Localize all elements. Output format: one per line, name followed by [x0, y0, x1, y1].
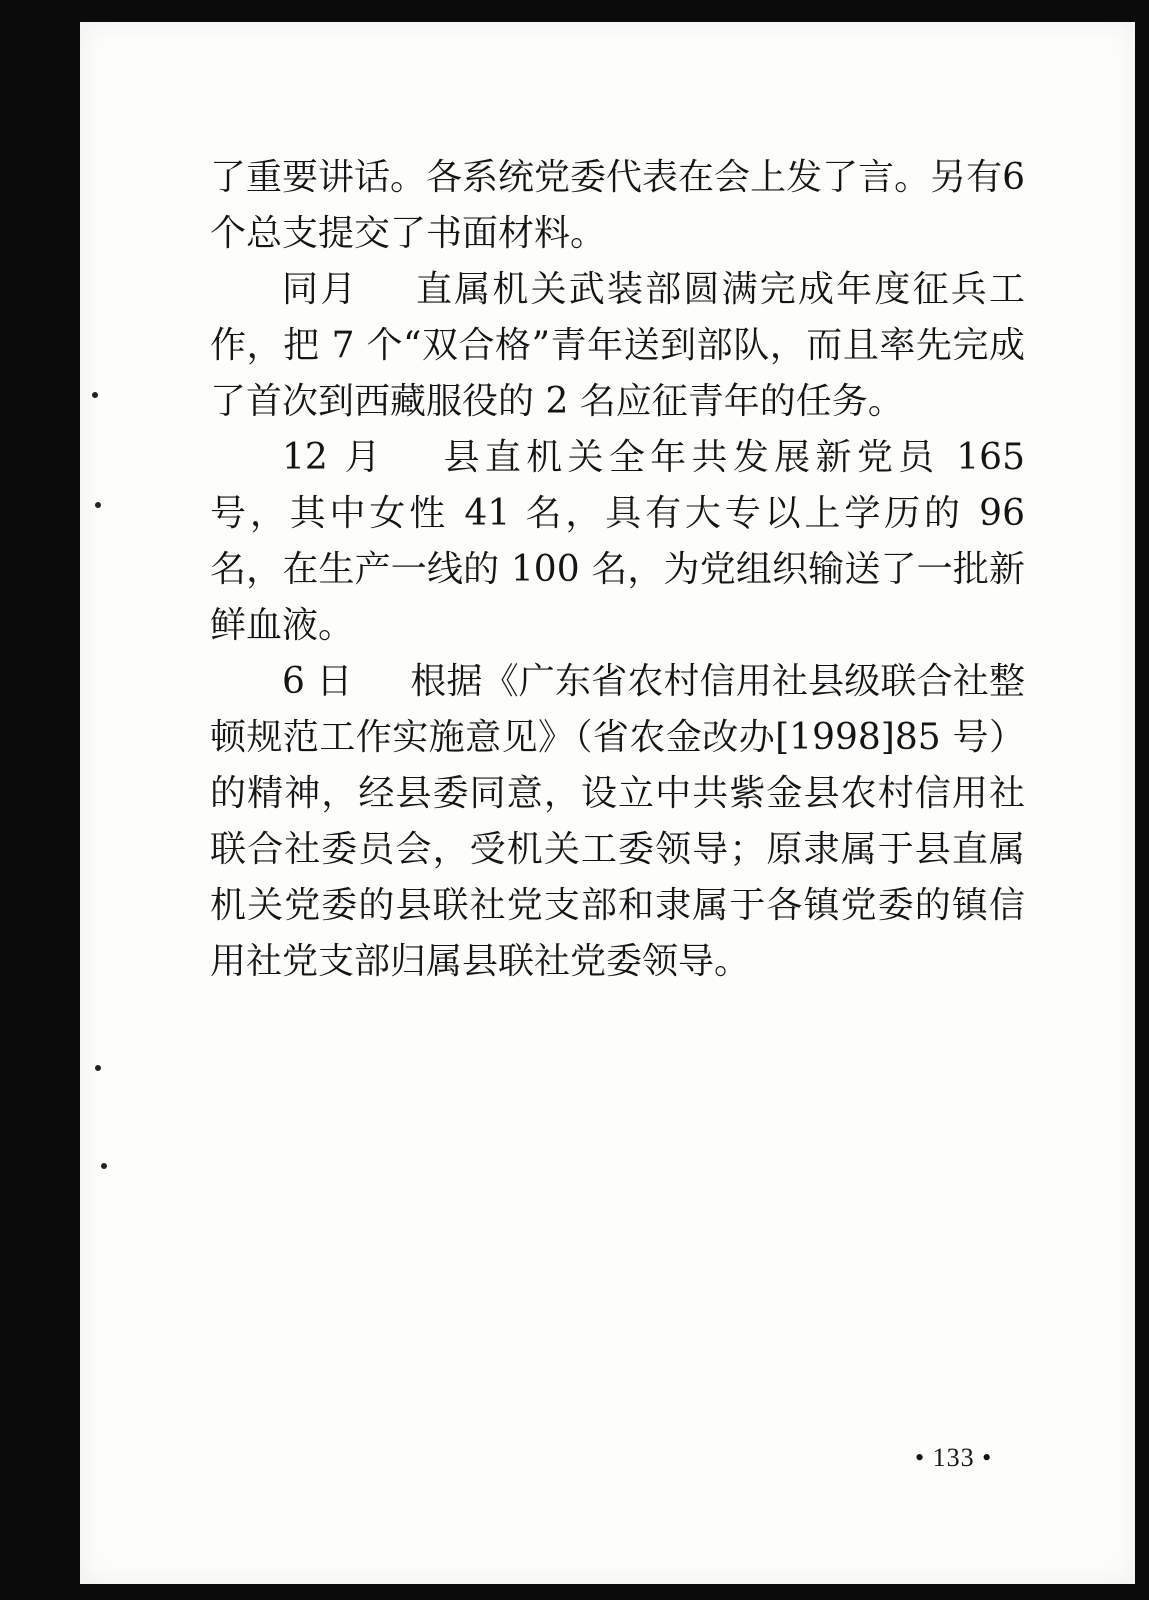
entry-date: 12 月 [282, 437, 386, 478]
paragraph [210, 262, 1025, 430]
paragraph-text: 了重要讲话。各系统党委代表在会上发了言。另有6个总支提交了书面材料。 [210, 157, 1025, 254]
paragraph-text: 根据《广东省农村信用社县级联合社整顿规范工作实施意见》（省农金改办[1998]85 号）的精神，经县委同意，设立中共紫金县农村信用社联合社委员会，受机关工委领导；原隶属于县直属机关党委的县联社党支部和隶属于各镇党委的镇信用社党支部归属县联社党委领导。 [210, 661, 1025, 982]
chronicle-text [210, 150, 1025, 990]
paragraph [210, 654, 1025, 990]
binding-hole-mark [95, 1065, 101, 1071]
paragraph-text: 县直机关全年共发展新党员 165 号，其中女性 41 名，具有大专以上学历的 96 名，在生产一线的 100 名，为党组织输送了一批新鲜血液。 [210, 437, 1025, 646]
entry-date: 同月 [282, 269, 359, 310]
binding-hole-mark [101, 1163, 107, 1169]
paragraph [210, 150, 1025, 262]
binding-hole-mark [95, 502, 101, 508]
binding-hole-mark [92, 392, 98, 398]
page-number: • 133 • [915, 1443, 993, 1472]
entry-date: 6 日 [282, 661, 353, 702]
paragraph [210, 430, 1025, 654]
paragraph-text: 直属机关武装部圆满完成年度征兵工作，把 7 个“双合格”青年送到部队，而且率先完成了首次到西藏服役的 2 名应征青年的任务。 [210, 269, 1025, 422]
